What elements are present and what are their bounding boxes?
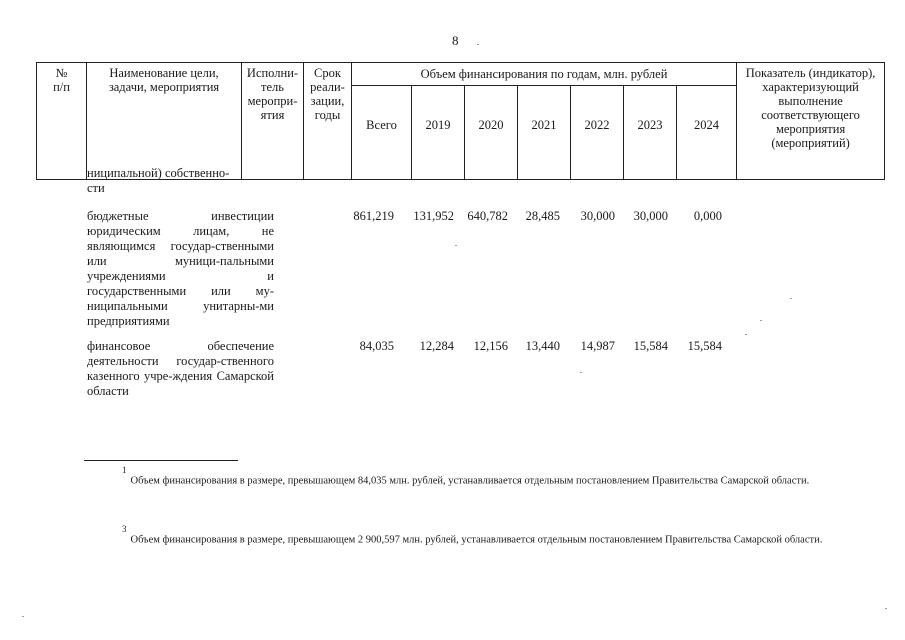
value-2023: 15,584: [633, 339, 668, 353]
value-2023: 30,000: [633, 209, 668, 223]
header-year-2021: 2021: [518, 86, 571, 180]
header-year-2024: 2024: [677, 86, 737, 180]
value-2024: 15,584: [687, 339, 722, 353]
page-number: 8: [452, 33, 459, 48]
row-name: бюджетные инвестиции юридическим лицам, не являющимся государ-ственными или муници-пальными учреждениями и государственными или му-ниципальными унитарны-ми предприятиями: [87, 209, 274, 328]
scan-speck: [790, 298, 792, 299]
value-total: 84,035: [359, 339, 394, 353]
value-2022: 14,987: [580, 339, 615, 353]
scan-speck: [22, 616, 24, 617]
value-total: 861,219: [353, 209, 394, 223]
value-2019: 12,284: [419, 339, 454, 353]
header-executor: Исполни- тель меропри- ятия: [242, 63, 304, 180]
header-year-2023: 2023: [624, 86, 677, 180]
value-2024: 0,000: [693, 209, 722, 223]
header-indicator: Показатель (индикатор), характеризующий выполнение соответствующего мероприятия (мероприятий): [737, 63, 885, 180]
value-2021: 13,440: [525, 339, 560, 353]
footnote-mark: 1: [122, 465, 127, 475]
value-2021: 28,485: [525, 209, 560, 223]
footnote-1: [84, 467, 836, 491]
header-year-2022: 2022: [571, 86, 624, 180]
header-total: Всего: [352, 86, 412, 180]
scan-speck: [455, 245, 457, 246]
header-year-2020: 2020: [465, 86, 518, 180]
footnote-3: [84, 526, 836, 550]
footnote-separator: [84, 460, 238, 461]
header-term: Срок реали- зации, годы: [304, 63, 352, 180]
value-2020: 640,782: [467, 209, 508, 223]
header-year-2019: 2019: [412, 86, 465, 180]
value-2022: 30,000: [580, 209, 615, 223]
footnote-mark: 3: [122, 524, 127, 534]
scan-speck: [760, 320, 762, 321]
footnote-text: Объем финансирования в размере, превышающем 84,035 млн. рублей, устанавливается отдельным постановлением Правительства Самарской области.: [130, 475, 810, 487]
scan-speck: [580, 372, 582, 373]
header-financing: Объем финансирования по годам, млн. рублей: [352, 63, 737, 86]
value-2020: 12,156: [473, 339, 508, 353]
value-2019: 131,952: [413, 209, 454, 223]
header-number: № п/п: [37, 63, 87, 180]
scan-speck: [885, 608, 887, 609]
row-name: финансовое обеспечение деятельности государ-ственного казенного учре-ждения Самарской области: [87, 339, 274, 398]
header-name: Наименование цели, задачи, мероприятия: [87, 63, 242, 180]
scan-speck: [477, 44, 479, 45]
row-name: ниципальной) собственно- сти: [87, 166, 230, 195]
funding-table-header: [36, 62, 885, 180]
footnote-text: Объем финансирования в размере, превышающем 2 900,597 млн. рублей, устанавливается отдельным постановлением Правительства Самарской области.: [130, 534, 823, 546]
scan-speck: [745, 334, 747, 335]
